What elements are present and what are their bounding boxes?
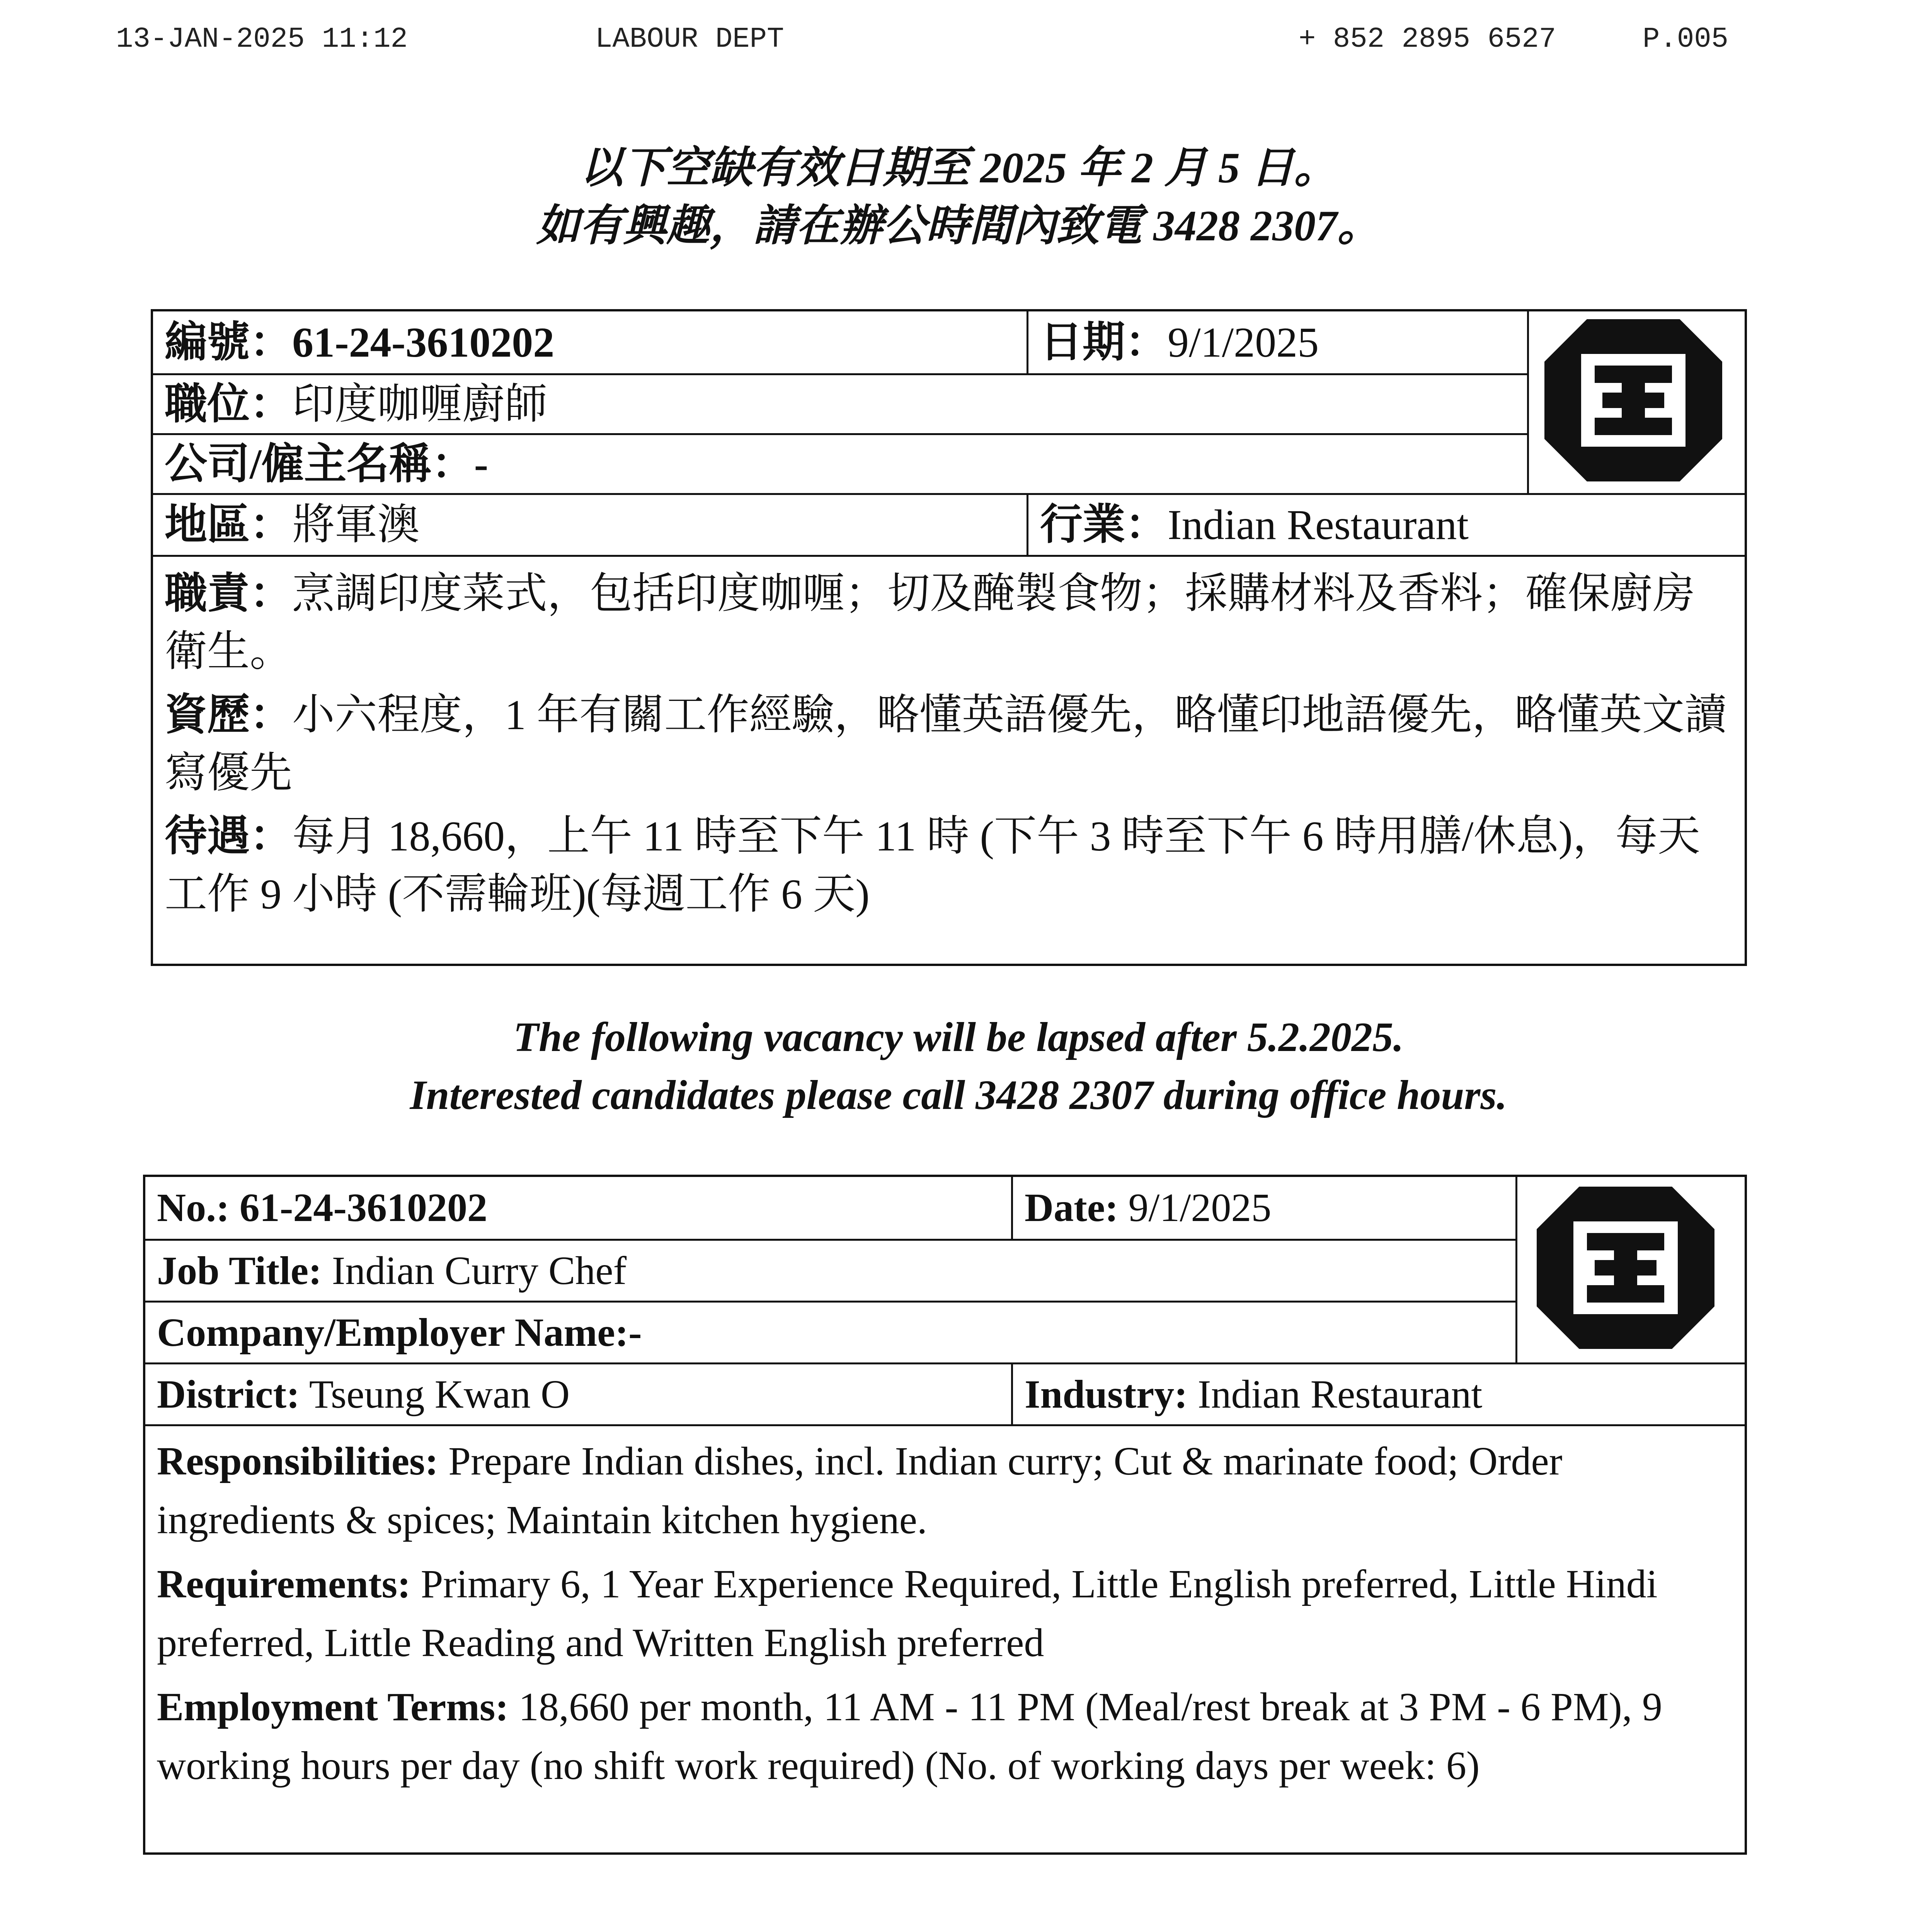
zh-company-label: 公司/僱主名稱：: [165, 440, 474, 488]
zh-title-value: 印度咖喱廚師: [292, 381, 547, 428]
en-terms-label: Employment Terms:: [157, 1685, 509, 1729]
zh-req-label: 資歷：: [165, 691, 292, 738]
en-industry-cell: [1013, 1364, 1743, 1424]
en-req-value: Primary 6, 1 Year Experience Required, Little English preferred, Little Hindi preferred, Little Reading and Written English preferred: [157, 1562, 1658, 1665]
en-resp-value: Prepare Indian dishes, incl. Indian curry; Cut & marinate food; Order ingredients & spices; Maintain kitchen hygiene.: [157, 1439, 1563, 1542]
en-notice-line1: The following vacancy will be lapsed after 5.2.2025.: [513, 1014, 1404, 1060]
zh-date-value: 9/1/2025: [1168, 319, 1319, 366]
zh-details-block: [153, 565, 1745, 929]
en-district-value: Tseung Kwan O: [309, 1372, 570, 1417]
zh-title-label: 職位：: [165, 381, 292, 428]
zh-details-row: [153, 555, 1745, 964]
en-date-label: Date:: [1025, 1185, 1119, 1230]
en-district-cell: [145, 1364, 1011, 1424]
zh-no-value: 61-24-3610202: [292, 319, 555, 366]
en-req-label: Requirements:: [157, 1562, 411, 1606]
zh-notice: [0, 139, 1917, 255]
en-resp-label: Responsibilities:: [157, 1439, 439, 1483]
zh-req-value: 小六程度，1 年有關工作經驗，略懂英語優先，略懂印地語優先，略懂英文讀寫優先: [165, 691, 1727, 796]
en-company-row: [145, 1301, 1517, 1362]
en-responsibilities: [157, 1432, 1733, 1549]
zh-terms: [165, 807, 1733, 923]
zh-company-cell: [153, 435, 1527, 493]
fax-header: [0, 15, 1917, 58]
en-title-value: Indian Curry Chef: [332, 1248, 627, 1293]
en-vacancy-table: [143, 1175, 1747, 1855]
zh-company-row: [153, 433, 1529, 493]
en-company-label: Company/Employer Name:: [157, 1310, 629, 1355]
labour-department-logo-icon: [1544, 319, 1722, 481]
zh-industry-label: 行業：: [1040, 501, 1168, 548]
en-date-value: 9/1/2025: [1128, 1185, 1272, 1230]
zh-district-label: 地區：: [165, 501, 292, 548]
zh-title-row: [153, 373, 1529, 433]
en-requirements: [157, 1555, 1733, 1672]
zh-no-label: 編號：: [165, 319, 292, 366]
zh-date-label: 日期：: [1040, 319, 1168, 366]
fax-sender: LABOUR DEPT: [595, 23, 784, 56]
zh-requirements: [165, 686, 1733, 802]
en-title-cell: [145, 1241, 1515, 1301]
en-terms-value: 18,660 per month, 11 AM - 11 PM (Meal/rest break at 3 PM - 6 PM), 9 working hours per day (no shift work required) (No. of working days per week: 6): [157, 1685, 1662, 1788]
zh-resp-label: 職責：: [165, 570, 292, 617]
en-logo: [1537, 1187, 1722, 1353]
zh-vacancy-table: [151, 309, 1747, 966]
en-district-label: District:: [157, 1372, 300, 1417]
en-company-cell: [145, 1303, 1515, 1362]
zh-industry-cell: [1028, 495, 1743, 555]
en-industry-value: Indian Restaurant: [1197, 1372, 1483, 1417]
en-date-cell: [1013, 1177, 1515, 1239]
zh-terms-label: 待遇：: [165, 813, 292, 860]
fax-page-number: P.005: [1643, 23, 1729, 56]
en-company-value: -: [628, 1310, 642, 1355]
en-industry-label: Industry:: [1025, 1372, 1188, 1417]
fax-phone: + 852 2895 6527: [1299, 23, 1556, 56]
zh-district-row: [153, 493, 1745, 555]
zh-district-cell: [153, 495, 1027, 555]
en-no-label: No.:: [157, 1185, 230, 1230]
zh-responsibilities: [165, 565, 1733, 680]
en-terms: [157, 1678, 1733, 1795]
zh-terms-value: 每月 18,660，上午 11 時至下午 11 時 (下午 3 時至下午 6 時用膳/休息)，每天工作 9 小時 (不需輪班)(每週工作 6 天): [165, 813, 1701, 918]
en-no-cell: [145, 1177, 1011, 1239]
zh-notice-line2: 如有興趣，請在辦公時間內致電 3428 2307。: [536, 202, 1381, 250]
en-details-block: [145, 1432, 1745, 1801]
en-notice-line2: Interested candidates please call 3428 2307 during office hours.: [410, 1072, 1507, 1118]
zh-logo: [1544, 319, 1730, 485]
en-district-row: [145, 1362, 1745, 1424]
zh-company-value: -: [474, 440, 489, 488]
zh-no-cell: [153, 311, 1027, 373]
en-no-value: 61-24-3610202: [239, 1185, 488, 1230]
en-notice: [0, 1009, 1917, 1124]
en-details-row: [145, 1424, 1745, 1853]
en-title-label: Job Title:: [157, 1248, 322, 1293]
en-title-row: [145, 1239, 1517, 1301]
labour-department-logo-icon: [1537, 1187, 1714, 1349]
zh-title-cell: [153, 375, 1527, 433]
zh-notice-line1: 以下空缺有效日期至 2025 年 2 月 5 日。: [580, 144, 1337, 192]
zh-district-value: 將軍澳: [292, 501, 420, 548]
zh-industry-value: Indian Restaurant: [1168, 501, 1469, 548]
zh-resp-value: 烹調印度菜式，包括印度咖喱；切及醃製食物；採購材料及香料；確保廚房衛生。: [165, 570, 1695, 675]
zh-date-cell: [1028, 311, 1527, 373]
fax-datetime: 13-JAN-2025 11:12: [116, 23, 408, 56]
